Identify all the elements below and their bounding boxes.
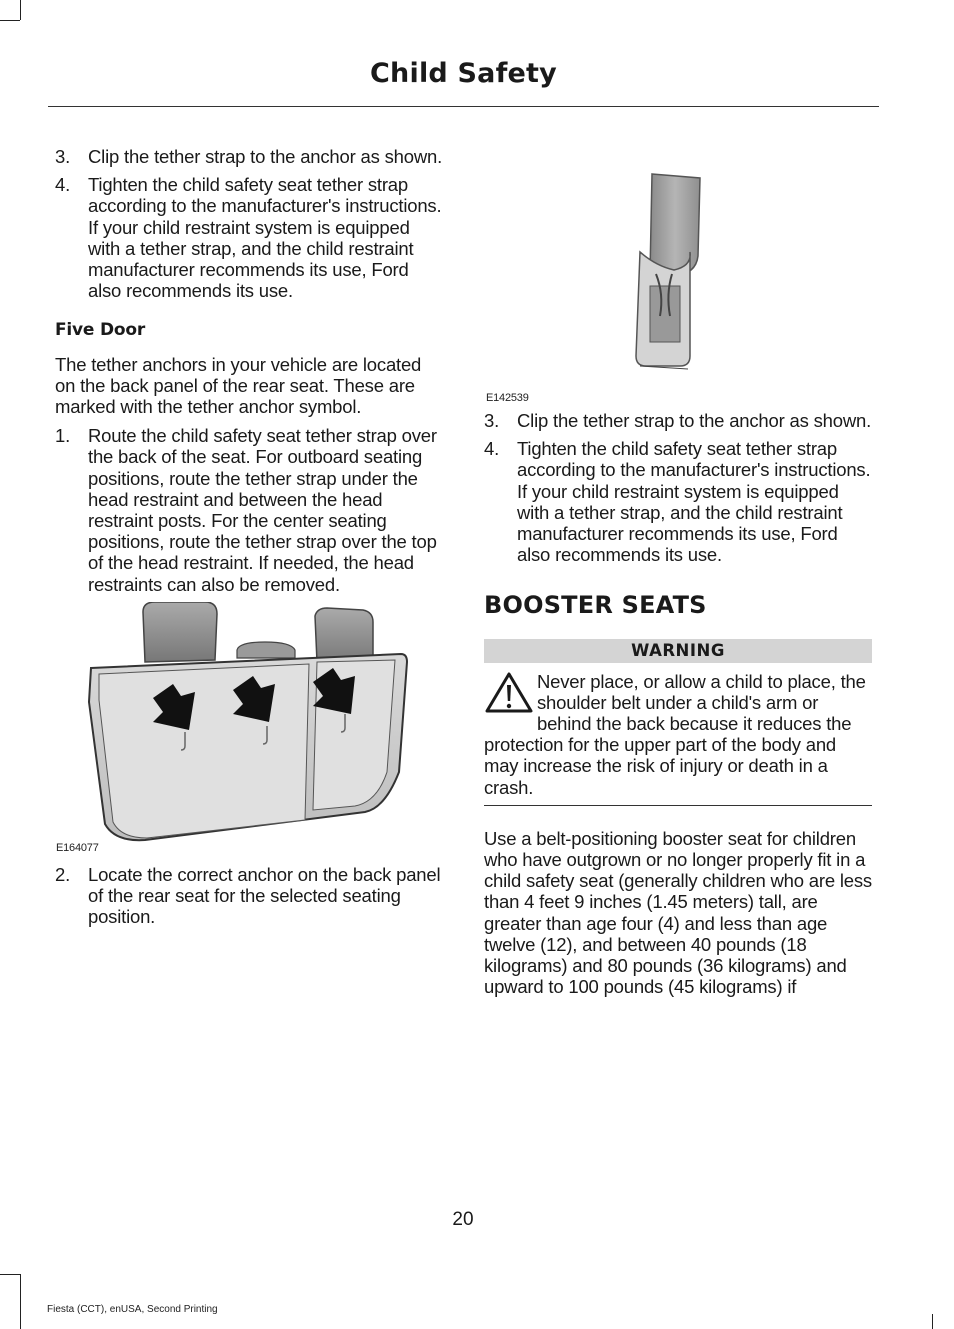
right-column (484, 166, 872, 1005)
crop-mark (0, 1274, 20, 1275)
list-item (55, 864, 443, 928)
booster-body-paragraph: Use a belt-positioning booster seat for children who have outgrown or no longer properly fit in a child safety seat (generally children who are less than 4 feet 9 inches (1.45 meters) tall, are greater than age four (4) and less than age twelve (12), and between 40 pounds (18 kilograms) and 80 pounds (36 kilograms) and upward to 100 pounds (45 kilograms) if (484, 827, 872, 998)
section-title-booster-seats: BOOSTER SEATS (484, 591, 707, 620)
page-number: 20 (452, 1209, 474, 1230)
steps-list-top (55, 146, 443, 301)
list-item (484, 410, 872, 431)
anchor-slot (650, 286, 680, 342)
warning-triangle-icon (484, 671, 534, 715)
step-number: 3. (55, 146, 71, 167)
crop-mark (0, 20, 20, 21)
steps-list-right (484, 410, 872, 565)
steps-list-route (55, 425, 443, 595)
seat-panel-left (99, 664, 309, 838)
rear-seat-figure (55, 602, 443, 864)
rear-seat-anchor-illustration (55, 602, 443, 852)
warning-box (484, 671, 872, 806)
tether-anchor-illustration (484, 166, 872, 376)
crop-mark (20, 1274, 21, 1329)
intro-paragraph: The tether anchors in your vehicle are located on the back panel of the rear seat. These are marked with the tether anchor symbol. (55, 353, 422, 418)
steps-list-locate (55, 864, 443, 928)
warning-label: WARNING (484, 639, 872, 663)
page-title: Child Safety (370, 58, 557, 89)
warning-text: Never place, or allow a child to place, the shoulder belt under a child's arm or behind the back because it reduces the protection for the upper part of the body and may increase the risk of injury or death in a crash. (484, 670, 866, 798)
tether-strap (650, 174, 700, 276)
step-text: Locate the correct anchor on the back panel of the rear seat for the selected seating position. (88, 863, 441, 928)
step-number: 4. (484, 438, 500, 460)
tether-anchor-figure (484, 166, 872, 410)
center-restraint (237, 642, 295, 658)
step-number: 1. (55, 425, 71, 447)
footer-text: Fiesta (CCT), enUSA, Second Printing (47, 1304, 218, 1315)
header-rule (48, 106, 879, 107)
figure-code: E164077 (56, 841, 99, 854)
step-text: Tighten the child safety seat tether strap according to the manufacturer's instructions. If your child restraint system is equipped with a tether strap, and the child restraint manufacturer recommends its use, Ford also recommends its use. (517, 438, 871, 566)
list-item (55, 146, 443, 167)
figure-code: E142539 (486, 392, 529, 404)
step-number: 4. (55, 174, 71, 196)
step-number: 2. (55, 863, 71, 885)
crop-mark (20, 0, 21, 20)
list-item (484, 438, 872, 565)
step-text: Route the child safety seat tether strap over the back of the seat. For outboard seating positions, route the tether strap under the head restraint and between the head restraint posts. For the center seating positions, route the tether strap over the top of the head restraint. If needed, the head restraints can also be removed. (88, 425, 437, 595)
step-text: Clip the tether strap to the anchor as shown. (88, 146, 443, 167)
left-column (55, 146, 443, 934)
subheading-five-door: Five Door (55, 320, 146, 341)
list-item (55, 425, 443, 595)
step-text: Clip the tether strap to the anchor as shown. (517, 410, 872, 431)
step-text: Tighten the child safety seat tether strap according to the manufacturer's instructions. If your child restraint system is equipped with a tether strap, and the child restraint manufacturer recommends its use, Ford also recommends its use. (88, 174, 442, 302)
list-item (55, 174, 443, 301)
head-restraint-left (143, 602, 217, 662)
step-number: 3. (484, 410, 500, 431)
crop-mark (932, 1314, 933, 1329)
